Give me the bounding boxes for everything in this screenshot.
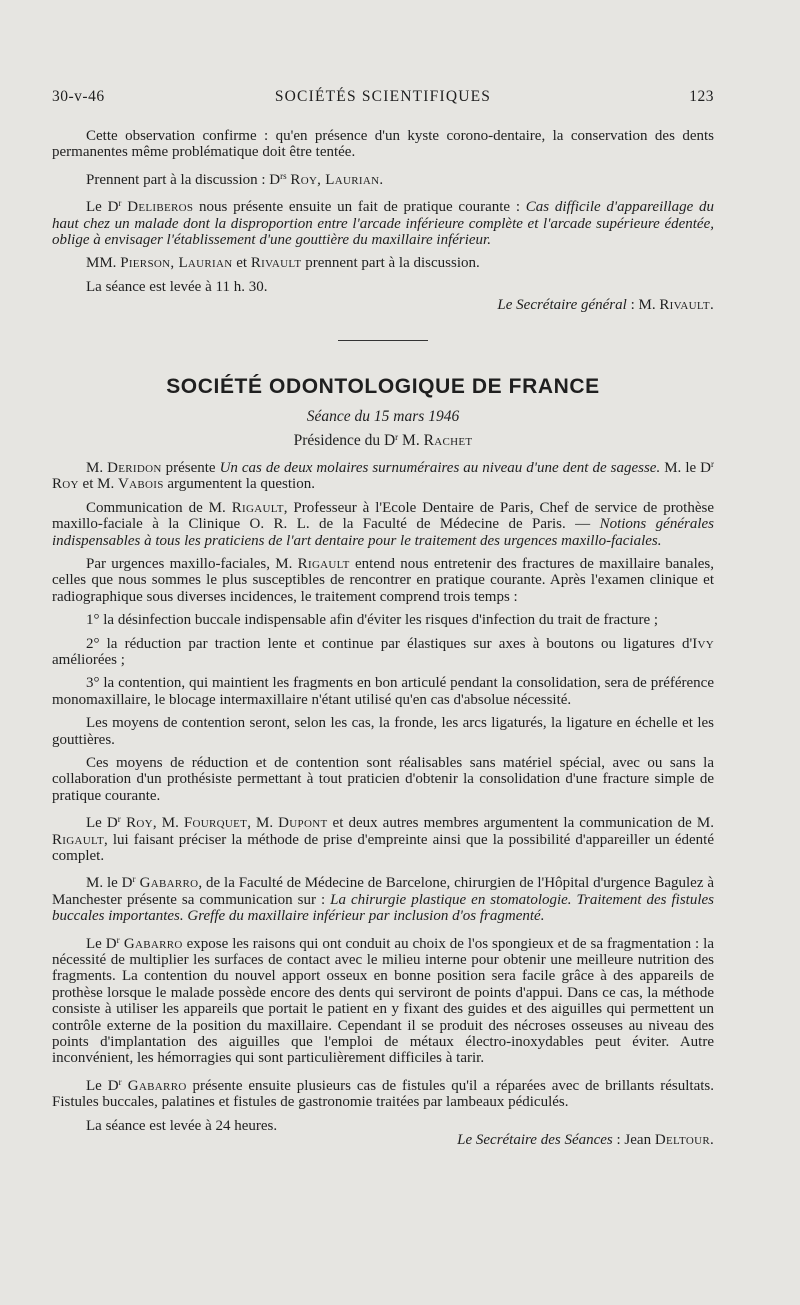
paragraph: Les moyens de contention seront, selon les cas, la fronde, les arcs ligaturés, la ligature en échelle et les gouttières. [52, 715, 714, 748]
session-date: Séance du 15 mars 1946 [306, 408, 460, 426]
paragraph: Le $D^r$ Gabarro présente ensuite plusieurs cas de fistules qu'il a réparées avec de brillants résultats. Fistules buccales, palatines et fistules de gastronomie traitées par lambeaux pédiculés. [52, 1076, 714, 1111]
header-date: 30-v-46 [52, 88, 105, 105]
paragraph: Par urgences maxillo-faciales, M. Rigault entend nous entretenir des fractures de maxillaire banales, celles que nous sommes le plus susceptibles de rencontrer en pratique courante. Après l'examen clinique et radiographique sous diverses incidences, le traitement comprend trois temps : [52, 555, 714, 605]
paragraph: Prennent part à la discussion : $D^{rs}$ Roy, Laurian. [86, 170, 384, 188]
paragraph: 1° la désinfection buccale indispensable afin d'éviter les risques d'infection du trait de fracture ; [86, 612, 659, 629]
page-number: 123 [689, 88, 714, 105]
paragraph: M. Deridon présente Un cas de deux molaires surnuméraires au niveau d'une dent de sagesse. M. le $D^r$ Roy et M. Vabois argumentent la question. [52, 458, 714, 493]
presidence-line: Présidence du $D^r$ M. Rachet [293, 432, 473, 450]
paragraph: Le $D^r$ Deliberos nous présente ensuite un fait de pratique courante : Cas difficile d'appareillage du haut chez un malade dont la disproportion entre l'arcade inférieure complète et l'arcade supérieure édentée, oblige à envisager l'établissement d'une gouttière du maxillaire inférieur. [52, 198, 714, 249]
paragraph: Ces moyens de réduction et de contention sont réalisables sans matériel spécial, avec ou sans la collaboration d'un prothésiste permettant à tout praticien d'obtenir la consolidation d'une fracture simple de pratique courante. [52, 754, 714, 804]
paragraph: 3° la contention, qui maintient les fragments en bon articulé pendant la consolidation, sera de préférence monomaxillaire, le blocage intermaxillaire n'étant utilisé qu'en cas d'absolue nécessité. [52, 675, 714, 708]
paragraph: Communication de M. Rigault, Professeur à l'Ecole Dentaire de Paris, Chef de service de prothèse maxillo-faciale à la Clinique O. R. L. de la Faculté de Médecine de Paris. — Notions générales indispensables à tous les praticiens de l'art dentaire pour le traitement des urgences maxillo-faciales. [52, 499, 715, 549]
signature: Le Secrétaire des Séances : Jean Deltour. [457, 1132, 714, 1149]
body-text [52, 128, 714, 1156]
paragraph: M. le $D^r$ Gabarro, de la Faculté de Médecine de Barcelone, chirurgien de l'Hôpital d'urgence Bagulez à Manchester présente sa communication sur : La chirurgie plastique en stomatologie. Traitement des fistules buccales importantes. Greffe du maxillaire inférieur par inclusion d'os fragmenté. [52, 874, 715, 925]
section-title: SOCIÉTÉ ODONTOLOGIQUE DE FRANCE [166, 374, 600, 398]
paragraph: Le $D^r$ Roy, M. Fourquet, M. Dupont et deux autres membres argumentent la communication de M. Rigault, lui faisant préciser la méthode de prise d'empreinte ainsi que la possibilité d'appareiller un édenté complet. [52, 814, 714, 864]
header-title: SOCIÉTÉS SCIENTIFIQUES [274, 88, 492, 105]
paragraph: La séance est levée à 11 h. 30. [86, 278, 268, 295]
signature: Le Secrétaire général : M. Rivault. [497, 297, 714, 314]
paragraph: Cette observation confirme : qu'en présence d'un kyste corono-dentaire, la conservation des dents permanentes même problématique doit être tentée. [52, 128, 714, 161]
paragraph: MM. Pierson, Laurian et Rivault prennent part à la discussion. [86, 255, 480, 272]
paragraph: Le $D^r$ Gabarro expose les raisons qui ont conduit au choix de l'os spongieux et de sa fragmentation : la nécessité de multiplier les surfaces de contact avec le milieu interne pour obtenir une meilleure nutrition des fragments. La contention du nouvel apport osseux en bonne position sera facile grâce à des appareils de prothèse lorsque le malade possède encore des dents qui serviront de points d'appui. Dans ce cas, la méthode consiste à utiliser les appareils que portait le patient en y fixant des guides et des aiguilles qui permettent un contrôle externe de la position du maxillaire. Cependant il se produit des nécroses osseuses au niveau des points d'implantation des aiguilles que l'emploi de métaux électro-inoxydables peut éviter. Autre inconvénient, les hémorragies qui sont particulièrement difficiles à tarir. [52, 934, 714, 1067]
section-divider [338, 340, 428, 341]
paragraph: 2° la réduction par traction lente et continue par élastiques sur axes à boutons ou ligatures d'Ivy améliorées ; [52, 635, 714, 668]
paragraph: La séance est levée à 24 heures. [86, 1117, 278, 1134]
